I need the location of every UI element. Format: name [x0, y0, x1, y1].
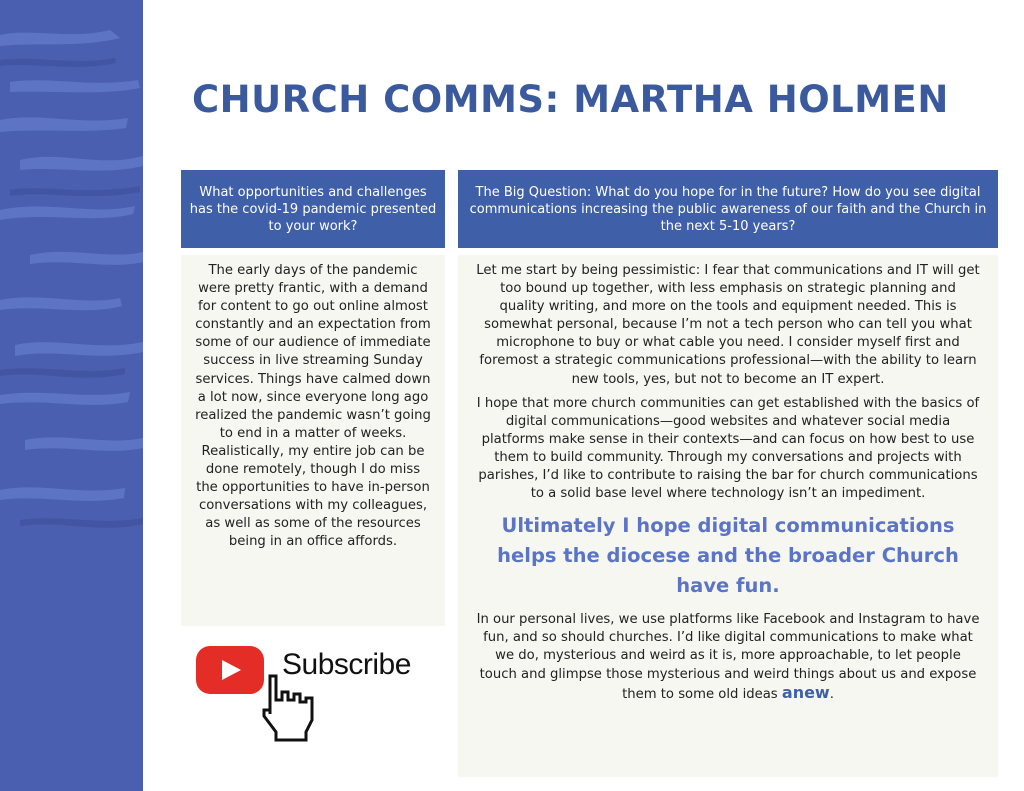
left-answer-text: The early days of the pandemic were pretty frantic, with a demand for content to go out online almost constantly and an expectation from some of our audience of immediate success in live streaming Sunday services. Things have calmed down a lot now, since everyone long ago realized the pandemic wasn’t going to end in a matter of weeks. Realistically, my entire job can be done remotely, though I do miss the opportunities to have in-person conversations with my colleagues, as well as some of the resources being in an office affords. [195, 263, 431, 550]
right-question-text: The Big Question: What do you hope for in the future? How do you see digital communications increasing the public awareness of our faith and the Church in the next 5-10 years? [469, 184, 987, 234]
left-answer-box [181, 255, 445, 626]
answer-paragraph-2: I hope that more church communities can get established with the basics of digital communications—good websites and whatever social media platforms make sense in their contexts—and can focus on how best to use them to build community. Through my conversations and projects with parishes, I’d like to contribute to raising the bar for church communications to a solid base level where technology isn’t an impediment. [476, 395, 980, 502]
brush-texture [0, 0, 143, 791]
page-title: CHURCH COMMS: MARTHA HOLMEN [192, 78, 949, 121]
play-triangle-icon [222, 660, 241, 680]
answer-paragraph-3-text: In our personal lives, we use platforms like Facebook and Instagram to have fun, and so should churches. I’d like digital communications to make what we do, mysterious and weird as it is, more approachable, to let people touch and glimpse those mysterious and weird things about us and expose them to some old ideas [476, 612, 980, 702]
left-question-box [181, 170, 445, 248]
right-question-box [458, 170, 998, 248]
right-answer-box [458, 255, 998, 777]
answer-paragraph-3 [476, 611, 980, 703]
subscribe-label: Subscribe [282, 648, 411, 681]
decorative-side-band [0, 0, 143, 791]
left-question-text: What opportunities and challenges has the covid-19 pandemic presented to your work? [189, 184, 437, 234]
closing-highlight: anew [781, 682, 830, 702]
answer-paragraph-1: Let me start by being pessimistic: I fear that communications and IT will get too bound up together, with less emphasis on strategic planning and quality writing, and more on the tools and equipment needed. This is somewhat personal, because I’m not a tech person who can tell you what microphone to buy or what cable you need. I consider myself first and foremost a strategic communications professional—with the ability to learn new tools, yes, but not to become an IT expert. [476, 263, 980, 387]
subscribe-button[interactable] [192, 640, 432, 745]
pointing-hand-cursor-icon [250, 670, 340, 745]
pull-quote: Ultimately I hope digital communications helps the diocese and the broader Church have fun. [497, 514, 959, 598]
closing-punctuation: . [829, 686, 834, 702]
